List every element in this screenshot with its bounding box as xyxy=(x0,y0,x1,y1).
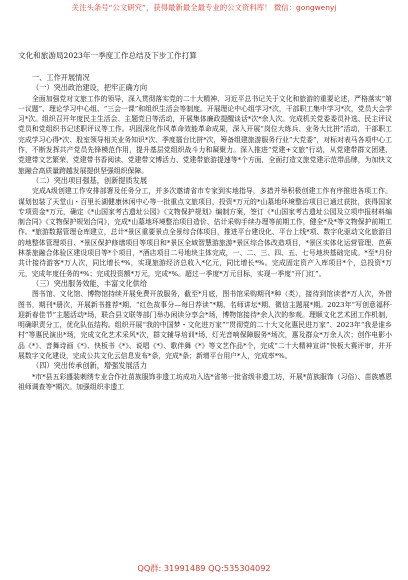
document-page xyxy=(18,50,392,555)
subsection-heading-services: （三）突出服务效能，丰富文化供给 xyxy=(32,278,148,288)
top-banner: 关注头条号“公文研究”，获得最新最全最专业的公文资料库！ 微信：gongwenyj xyxy=(71,3,337,12)
footer-contact: QQ群: 31991489 QQ:535304092 xyxy=(137,563,271,573)
paragraph-heritage: *市*县五彩盛装刺绣专业合作社苗族服饰非遗工坊成功入选*省第一批省级非遗工坊，开展*苗族服饰（习俗）、苗族感恩祖师调查等*期次。加强组织非遗工 xyxy=(18,372,392,391)
section-heading-work-status: 一、工作开展情况 xyxy=(32,73,90,82)
paragraph-political: 全面加强党对文旅工作的领导，深入贯彻落实党的二十大精神、习近平总书记关于文化和旅游的重要论述，严格落实“第一议题”、理论学习中心组、“三会一课”和组织生活会等制度。开展理论中心组学习*次，干部职工集中学习*次，党员大会学习*次。组织召开年度民主生活会、主题党日等活动，开展集体廉政提醒谈话*次*余人次。完成机关党委委员补选、民主评议党员和党组织书记述职评议等工作。巩固深化作风革命效能革命成果，深入开展“岗位大练兵、业务大比拼”活动，干部职工完成学习心得*次、股室领导相关业务知识*次、季度擂台比拼*次，筹备组建旅游服务行业“大党委”，对标对表马各项中心工作，不断发挥共产党员先锋模范作用，提升基层党组织战斗力和凝聚力。深入推进“党建+文旅”行动，从党建带群文团建、党建带文艺繁荣、党建带书香阅读、党建带文博活力、党建带旅游提速等*个方面，全面打造文旅党建示范带品牌，为加快文旅融合高质量跨越发展提供坚强组织保障。 xyxy=(18,94,392,175)
document-title: 文化和旅游局2023年一季度工作总结及下步工作打算 xyxy=(18,51,197,60)
paragraph-services: 图书馆、文化馆、博物馆持续开展免费开放服务，截至*月底，图书馆采购期刊*种（类），接待到馆读者*万人次，外借图书，期刊*册次，开展新书推荐*期、“红色故事分—每日荐读”*期、名师讲坛*期、微信主题展*期。2023年“写创意福杯·迎新春佳节”主题活动*场，联合县文联等部门举办闲读分享会*场，博物馆接待*余人次的参观。理顺文化艺术团工作机制，明确职责分工，优化队伍结构。组织开展“我的中国梦・文化进万家”“贯彻党的二十大文化惠民进万家”、2023年“我是谁乡村”等惠民演出*场，完成文化艺术采风*次，群文辅导培训*场，灯光音响保障服务*场次，惠及群众*万余人次；创作电影小品《*》、音舞诗画《*》、快板书《*》、说唱《*》、歌伴舞《*》等文艺作品*个，完成“二十大精神宣讲”快板大赛评审，并开展数字文化建设，完成公共文化云信息发布*条，完成*条；新增平台用户*人，完成率*%。 xyxy=(18,290,392,361)
subsection-heading-projects: （二）突出项目强基，创新提质发展 xyxy=(32,175,148,185)
subsection-heading-heritage: （四）突出传承创新，增强发展活力 xyxy=(32,361,148,371)
subsection-heading-political: （一）突出政治建设，把牢正确方向 xyxy=(32,83,148,93)
paragraph-projects: 完成A级创建工作安排部署及任务分工，并多次邀请省市专家到实地指导，多措并举积极创建工作有序推进各项工作。谋划包装了天堂山・百里长湖健康休闲中心等一批重点文旅项目，投资*万元的*山墓地环境整治项目已通过获批，获得国家专项资金*万元，确定《*山国家考古遗址公园》《文物保护规划》编制方案，签订《*山国家考古遗址公园及立项申报材料编制合同》《文物保护规划合同》，完成*山墓地环境整治项目造价、估计采购手续办理等前期工作，健全*及*等文物保护前期工作。*旅游数据管理仓库建立，总计*景区重要景点全景综合体项目，推进平台建设化、平台上线*项、数字化驱动文化旅游目的地整体管理项目、*景区保护修缮项目等项目和*景区全域智慧游旅游*景区综合体改造项目，*景区实体化运营管理、芭蕉林茶旅融合体验区建设项目等*个项目，*酒店项目二号地块主体完成，一、二、三、四、五、七号地块基础完成。*至*月份共计接待游客*万人次，同比增长*%，实现旅游经济总收入*亿元，同比增长*%。完成固定资产入库项目*个，总投资*万元，完成年度任务的*%；完成投资额*万元，完成*%。超过一季度*万元目标，实现一季度“开门红”。 xyxy=(18,187,392,278)
